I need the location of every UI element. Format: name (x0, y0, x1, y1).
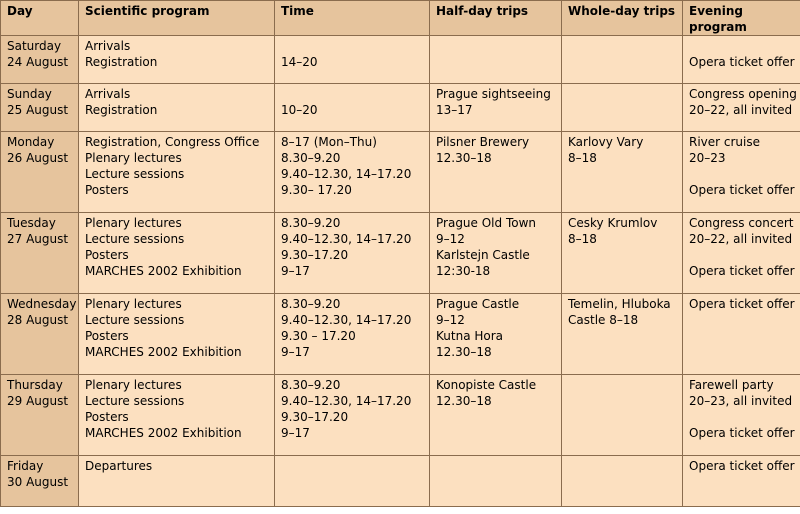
whole-day-trips-cell (562, 213, 683, 294)
cell-line: Opera ticket offer (689, 183, 795, 197)
cell-line: 12.30–18 (436, 394, 492, 408)
scientific-program-cell (79, 294, 275, 375)
cell-line: 9.30–17.20 (281, 248, 349, 262)
cell-line: 9.40–12.30, 14–17.20 (281, 313, 412, 327)
cell-line: Lecture sessions (85, 394, 185, 408)
whole-day-trips-cell (562, 456, 683, 507)
cell-line: Registration, Congress Office (85, 135, 260, 149)
time-cell (275, 132, 430, 213)
cell-line: 27 August (7, 232, 69, 246)
scientific-program-cell (79, 36, 275, 84)
half-day-trips-cell (430, 84, 562, 132)
cell-line: 8.30–9.20 (281, 378, 341, 392)
cell-line: 24 August (7, 55, 69, 69)
day-cell (1, 456, 79, 507)
cell-line: Pilsner Brewery (436, 135, 530, 149)
evening-program-cell (683, 84, 800, 132)
cell-line: 20–22, all invited (689, 232, 793, 246)
header-day: Day (1, 1, 79, 36)
cell-line: 9.30– 17.20 (281, 183, 352, 197)
half-day-trips-cell (430, 294, 562, 375)
whole-day-trips-cell (562, 36, 683, 84)
header-row (1, 1, 800, 36)
day-cell (1, 294, 79, 375)
scientific-program-cell (79, 456, 275, 507)
cell-line: 20–23, all invited (689, 394, 793, 408)
time-cell (275, 294, 430, 375)
evening-program-cell (683, 375, 800, 456)
cell-line: Plenary lectures (85, 216, 182, 230)
cell-line: Opera ticket offer (689, 426, 795, 440)
cell-line: 12:30-18 (436, 264, 491, 278)
whole-day-trips-cell (562, 375, 683, 456)
cell-line: Posters (85, 183, 129, 197)
cell-line: 8.30–9.20 (281, 297, 341, 311)
cell-line: Departures (85, 459, 153, 473)
day-cell (1, 36, 79, 84)
table-row (1, 294, 800, 375)
header-scientific-program: Scientific program (79, 1, 275, 36)
time-cell (275, 456, 430, 507)
cell-line: Registration (85, 55, 158, 69)
cell-line: 29 August (7, 394, 69, 408)
cell-line: 20–23 (689, 151, 726, 165)
cell-line: Posters (85, 410, 129, 424)
cell-line: Kutna Hora (436, 329, 504, 343)
schedule-body (1, 36, 800, 507)
spacer (689, 166, 800, 182)
cell-line: 9.40–12.30, 14–17.20 (281, 232, 412, 246)
cell-line: Monday (7, 135, 55, 149)
cell-line: MARCHES 2002 Exhibition (85, 264, 242, 278)
whole-day-trips-cell (562, 84, 683, 132)
cell-line: Wednesday (7, 297, 77, 311)
cell-line: 8–17 (Mon–Thu) (281, 135, 377, 149)
header-evening-program: Evening program (683, 1, 800, 36)
cell-line: 28 August (7, 313, 69, 327)
cell-line: Cesky Krumlov (568, 216, 658, 230)
cell-line: Congress concert (689, 216, 794, 230)
cell-line: Lecture sessions (85, 313, 185, 327)
cell-line: 8.30–9.20 (281, 216, 341, 230)
spacer (689, 247, 800, 263)
cell-line: 9–12 (436, 313, 465, 327)
header-half-day-trips: Half-day trips (430, 1, 562, 36)
table-row (1, 132, 800, 213)
cell-line: Konopiste Castle (436, 378, 537, 392)
evening-program-cell (683, 36, 800, 84)
cell-line: Farewell party (689, 378, 774, 392)
cell-line: Posters (85, 329, 129, 343)
evening-program-cell (683, 132, 800, 213)
cell-line: Saturday (7, 39, 62, 53)
cell-line: Friday (7, 459, 44, 473)
evening-program-cell (683, 294, 800, 375)
whole-day-trips-cell (562, 132, 683, 213)
cell-line: 9.30 – 17.20 (281, 329, 356, 343)
cell-line: 25 August (7, 103, 69, 117)
spacer (689, 38, 800, 54)
cell-line: Registration (85, 103, 158, 117)
cell-line: 9.40–12.30, 14–17.20 (281, 394, 412, 408)
scientific-program-cell (79, 84, 275, 132)
cell-line: Congress opening (689, 87, 797, 101)
whole-day-trips-cell (562, 294, 683, 375)
cell-line: 9–17 (281, 264, 310, 278)
cell-line: Sunday (7, 87, 52, 101)
half-day-trips-cell (430, 375, 562, 456)
day-cell (1, 132, 79, 213)
spacer (281, 86, 429, 102)
cell-line: 10–20 (281, 103, 318, 117)
day-cell (1, 375, 79, 456)
table-row (1, 36, 800, 84)
cell-line: River cruise (689, 135, 761, 149)
cell-line: Prague Old Town (436, 216, 536, 230)
cell-line: Arrivals (85, 39, 131, 53)
scientific-program-cell (79, 132, 275, 213)
cell-line: 9.40–12.30, 14–17.20 (281, 167, 412, 181)
cell-line: Arrivals (85, 87, 131, 101)
cell-line: Opera ticket offer (689, 297, 795, 311)
day-cell (1, 213, 79, 294)
spacer (281, 38, 429, 54)
cell-line: 9–12 (436, 232, 465, 246)
cell-line: 9.30–17.20 (281, 410, 349, 424)
cell-line: Thursday (7, 378, 63, 392)
cell-line: 14–20 (281, 55, 318, 69)
cell-line: 12.30–18 (436, 345, 492, 359)
evening-program-cell (683, 213, 800, 294)
evening-program-cell (683, 456, 800, 507)
scientific-program-cell (79, 213, 275, 294)
half-day-trips-cell (430, 36, 562, 84)
cell-line: 26 August (7, 151, 69, 165)
time-cell (275, 375, 430, 456)
cell-line: MARCHES 2002 Exhibition (85, 426, 242, 440)
cell-line: Plenary lectures (85, 151, 182, 165)
cell-line: 30 August (7, 475, 69, 489)
cell-line: Karlstejn Castle (436, 248, 530, 262)
cell-line: 8–18 (568, 232, 597, 246)
table-row (1, 213, 800, 294)
cell-line: Tuesday (7, 216, 56, 230)
table-row (1, 84, 800, 132)
time-cell (275, 84, 430, 132)
cell-line: Lecture sessions (85, 167, 185, 181)
cell-line: Temelin, Hluboka (568, 297, 671, 311)
time-cell (275, 36, 430, 84)
cell-line: Opera ticket offer (689, 459, 795, 473)
cell-line: 20–22, all invited (689, 103, 793, 117)
cell-line: Lecture sessions (85, 232, 185, 246)
table-row (1, 456, 800, 507)
cell-line: 8.30–9.20 (281, 151, 341, 165)
cell-line: Opera ticket offer (689, 264, 795, 278)
cell-line: Plenary lectures (85, 378, 182, 392)
cell-line: Castle 8–18 (568, 313, 639, 327)
cell-line: 8–18 (568, 151, 597, 165)
cell-line: Prague Castle (436, 297, 520, 311)
cell-line: Opera ticket offer (689, 55, 795, 69)
scientific-program-cell (79, 375, 275, 456)
cell-line: 12.30–18 (436, 151, 492, 165)
day-cell (1, 84, 79, 132)
cell-line: 9–17 (281, 426, 310, 440)
half-day-trips-cell (430, 132, 562, 213)
half-day-trips-cell (430, 456, 562, 507)
header-whole-day-trips: Whole-day trips (562, 1, 683, 36)
cell-line: Plenary lectures (85, 297, 182, 311)
cell-line: Posters (85, 248, 129, 262)
spacer (689, 409, 800, 425)
table-row (1, 375, 800, 456)
cell-line: Prague sightseeing (436, 87, 551, 101)
cell-line: Karlovy Vary (568, 135, 644, 149)
header-time: Time (275, 1, 430, 36)
half-day-trips-cell (430, 213, 562, 294)
cell-line: MARCHES 2002 Exhibition (85, 345, 242, 359)
time-cell (275, 213, 430, 294)
cell-line: 9–17 (281, 345, 310, 359)
cell-line: 13–17 (436, 103, 473, 117)
